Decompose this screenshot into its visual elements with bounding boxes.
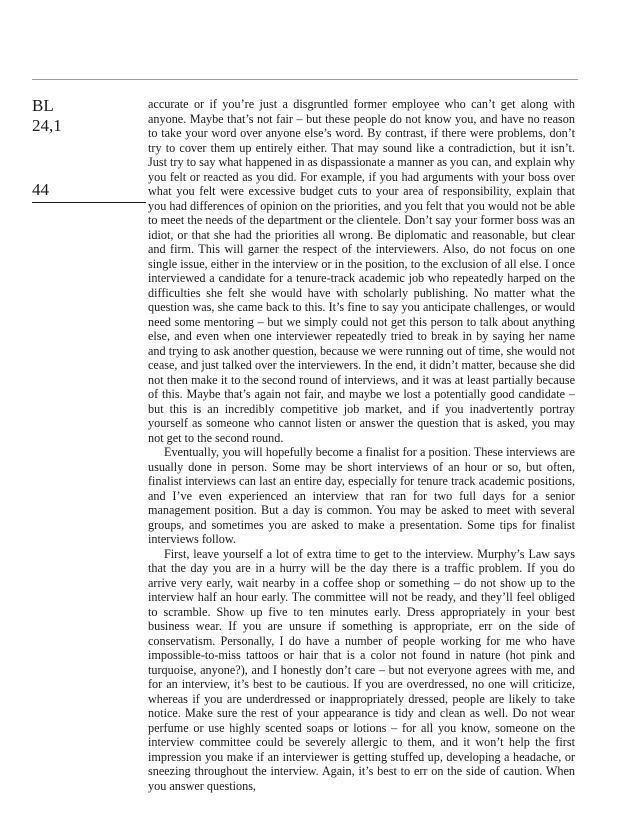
paragraph-interview-tips: First, leave yourself a lot of extra time to get to the interview. Murphy’s Law says that the day you are in a hurry will be the day there is a traffic problem. If you do arrive very early, wait nearby in a coffee shop or something – do not show up to the interview half an hour early. The committee will not be ready, and they’ll feel obliged to scramble. Show up five to ten minutes early. Dress appropriately in your best business wear. If you are unsure if something is appropriate, err on the side of conservatism. Personally, I do have a number of people working for me who have impossible-to-miss tattoos or hair that is a color not found in nature (hot pink and turquoise, anyone?), and I honestly don’t care – but not everyone agrees with me, and for an interview, it’s best to be cautious. If you are overdressed, no one will criticize, whereas if you are underdressed or inappropriately dressed, people are likely to take notice. Make sure the rest of your appearance is tidy and clean as well. Do not wear perfume or use highly scented soaps or lotions – for all you know, someone on the interview committee could be severely allergic to them, and it won’t help the first impression you make if an interviewer is getting stuffed up, developing a headache, or sneezing throughout the interview. Again, it’s best to err on the side of caution. When you answer questions, [148,546,575,793]
paragraph-finalist-interviews: Eventually, you will hopefully become a finalist for a position. These interviews are usually done in person. Some may be short interviews of an hour or so, but often, finalist interviews can last an entire day, especially for tenure track academic positions, and I’ve even experienced an interview that ran for two full days for a senior management position. But a day is common. You may be asked to meet with several groups, and sometimes you are asked to make a presentation. Some tips for finalist interviews follow. [148,445,575,546]
page-number-rule [32,202,146,203]
journal-code: BL [32,96,54,115]
paragraph-continued: accurate or if you’re just a disgruntled former employee who can’t get along with anyone. Maybe that’s not fair – but these people do not know you, and have no reason to take your word over anyone else’s word. By contrast, if there were problems, don’t try to cover them up entirely either. That may sound like a contradiction, but it isn’t. Just try to say what happened in as dispassionate a manner as you can, and explain why you felt or reacted as you did. For example, if you had arguments with your boss over what you felt were excessive budget cuts to your area of responsibility, explain that you had differences of opinion on the priorities, and you felt that you would not be able to meet the needs of the department or the clientele. Don’t say your former boss was an idiot, or that she had the priorities all wrong. Be diplomatic and reasonable, but clear and firm. This will garner the respect of the interviewers. Also, do not focus on one single issue, either in the interview or in the position, to the exclusion of all else. I once interviewed a candidate for a tenure-track academic job who repeatedly harped on the difficulties she felt she would have with scholarly publishing. No matter what the question was, she came back to this. It’s fine to say you anticipate challenges, or would need some mentoring – but we simply could not get this person to talk about anything else, and even when one interviewer repeatedly tried to break in by saying her name and trying to ask another question, because we were running out of time, she would not cease, and just talked over the interviewers. In the end, it didn’t matter, because she did not then make it to the second round of interviews, and it was at least partially because of this. Maybe that’s again not fair, and maybe we lost a potentially good candidate – but this is an incredibly competitive job market, and if you inadvertently portray yourself as someone who cannot listen or answer the question that is asked, you may not get to the second round. [148,97,575,445]
volume-issue: 24,1 [32,116,62,135]
header-rule [32,79,578,80]
margin-column [32,96,146,199]
page-number: 44 [32,180,49,199]
body-text [148,97,575,793]
